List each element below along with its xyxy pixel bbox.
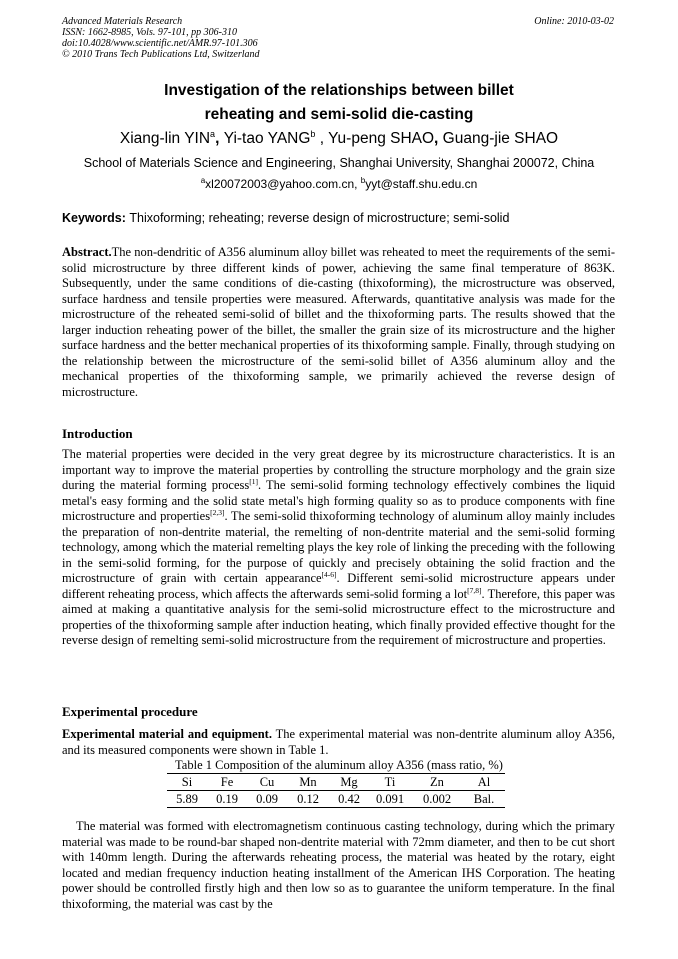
table-cell: 0.19 bbox=[207, 791, 247, 808]
author-3: Yu-peng SHAO bbox=[328, 130, 435, 148]
intro-text: . Therefore, this paper was aimed at making a quantitative analysis for the semi-solid microstructure effect to the microstructure and properties of the thixoforming sample after induction heating, which finally provided effective thought for the reverse design of remelting semi-solid microstructure from the requirement of microstructure and properties. bbox=[62, 586, 615, 647]
table-header-cell: Fe bbox=[207, 774, 247, 791]
table-header-cell: Si bbox=[167, 774, 207, 791]
author-separator: , bbox=[315, 130, 329, 148]
abstract-label: Abstract. bbox=[62, 245, 112, 259]
table-header-cell: Al bbox=[463, 774, 505, 791]
introduction-paragraph bbox=[62, 447, 615, 649]
table-cell: 0.002 bbox=[411, 791, 463, 808]
keywords bbox=[62, 211, 509, 225]
keywords-label: Keywords: bbox=[62, 211, 130, 225]
exp1-text: The experimental material was non-dentrite aluminum alloy A356, and its measured components were shown in Table 1. bbox=[62, 727, 615, 757]
author-4: Guang-jie SHAO bbox=[442, 130, 559, 148]
author-1: Xiang-lin YIN bbox=[119, 130, 211, 148]
intro-text: . The semi-solid thixoforming technology of aluminum alloy mainly includes the preparation of non-dentrite material, the remelting of non-dentrite material and the semi-solid forming technology, among which the material remelting plays the key role of linking the preceding with the following in the semi-solid forming, for the purpose of quickly and precisely obtaining the solid fraction and the microstructure of grain with certain appearance bbox=[62, 509, 615, 585]
table-cell: 5.89 bbox=[167, 791, 207, 808]
table-caption: Table 1 Composition of the aluminum alloy A356 (mass ratio, %) bbox=[175, 758, 503, 772]
citation: [1] bbox=[249, 476, 258, 486]
journal-header bbox=[62, 16, 260, 60]
experimental-heading: Experimental procedure bbox=[62, 704, 198, 719]
introduction-heading: Introduction bbox=[62, 426, 133, 441]
table-header-cell: Zn bbox=[411, 774, 463, 791]
table-cell: 0.42 bbox=[329, 791, 369, 808]
intro-text: The material properties were decided in the very great degree by its microstructure characteristics. It is an important way to improve the material properties by controlling the structure morphology and the grain size during the material forming process bbox=[62, 447, 615, 492]
author-separator: , bbox=[215, 130, 224, 148]
citation: [7,8] bbox=[467, 585, 482, 595]
citation: [4-6] bbox=[321, 569, 337, 579]
table-header-cell: Mn bbox=[287, 774, 329, 791]
copyright-line: © 2010 Trans Tech Publications Ltd, Switzerland bbox=[62, 49, 260, 60]
author-2-affil-mark: b bbox=[310, 129, 316, 139]
composition-table-block bbox=[0, 758, 678, 808]
author-1-affil-mark: a bbox=[210, 129, 216, 139]
issn-line: ISSN: 1662-8985, Vols. 97-101, pp 306-310 bbox=[62, 27, 237, 38]
author-emails bbox=[0, 176, 678, 191]
author-2: Yi-tao YANG bbox=[223, 130, 311, 148]
table-cell: 0.091 bbox=[369, 791, 411, 808]
email-mark-b: b bbox=[360, 176, 366, 185]
paper-title-line-2: reheating and semi-solid die-casting bbox=[204, 106, 474, 123]
email-a[interactable]: xl20072003@yahoo.com.cn, bbox=[205, 177, 361, 191]
abstract-text: The non-dendritic of A356 aluminum alloy billet was reheated to meet the requirements of the semi-solid microstructure by three different kinds of power, achieving the same final temperature of 863K. Subsequently, under the same conditions of die-casting (thixoforming), the microstructure was observed, surface hardness and tensile properties were measured. Afterwards, quantitative analysis was made for the microstructure of the reheated semi-solid of billet and the thixoforming parts. The results showed that the larger induction reheating power of the billet, the smaller the grain size of its microstructure and the higher surface hardness and the better mechanical properties of its thixoforming sample. Finally, through studying on the relationship between the microstructure of the semi-solid billet of A356 aluminum alloy and the mechanical properties of the thixoforming sample, we primarily achieved the reverse design of microstructure. bbox=[62, 245, 615, 399]
composition-table bbox=[167, 773, 505, 808]
doi-line: doi:10.4028/www.scientific.net/AMR.97-101.306 bbox=[62, 38, 258, 49]
keywords-text: Thixoforming; reheating; reverse design of microstructure; semi-solid bbox=[129, 211, 510, 225]
table-header-cell: Ti bbox=[369, 774, 411, 791]
paper-title-line-1: Investigation of the relationships between billet bbox=[164, 82, 514, 99]
table-header-cell: Mg bbox=[329, 774, 369, 791]
citation: [2,3] bbox=[210, 507, 225, 517]
intro-text: . Different semi-solid microstructure appears under different reheating process, which affects the afterwards semi-solid forming a lot bbox=[62, 571, 615, 601]
email-mark-a: a bbox=[200, 176, 206, 185]
table-cell: 0.09 bbox=[247, 791, 287, 808]
journal-name: Advanced Materials Research bbox=[62, 16, 183, 27]
experimental-material-paragraph bbox=[62, 727, 615, 758]
table-cell: 0.12 bbox=[287, 791, 329, 808]
author-separator: , bbox=[434, 130, 443, 148]
table-cell: Bal. bbox=[463, 791, 505, 808]
online-date: Online: 2010-03-02 bbox=[534, 16, 614, 27]
affiliation: School of Materials Science and Engineering, Shanghai University, Shanghai 200072, China bbox=[83, 156, 595, 170]
abstract bbox=[62, 245, 615, 400]
table-row bbox=[167, 791, 505, 808]
intro-text: . The semi-solid forming technology effectively combines the liquid metal's easy forming and the solid state metal's high forming quality so as to produce components with fine microstructure and properties bbox=[62, 478, 615, 523]
table-header-cell: Cu bbox=[247, 774, 287, 791]
subsection-label: Experimental material and equipment. bbox=[62, 727, 272, 741]
table-header-row bbox=[167, 774, 505, 791]
author-list bbox=[0, 129, 678, 148]
email-b[interactable]: yyt@staff.shu.edu.cn bbox=[365, 177, 478, 191]
experimental-process-paragraph: The material was formed with electromagnetism continuous casting technology, during which the primary material was made to be round-bar shaped non-dentrite material with 72mm diameter, and then to be cut short with 140mm length. During the afterwards reheating process, the material was heated by the rotary, eight located and median frequency induction heating installment of the American IHS Corporation. The heating power should be controlled firstly high and then low so as to guarantee the uniform temperature. In the final thixoforming, the material was cast by the bbox=[62, 819, 615, 911]
